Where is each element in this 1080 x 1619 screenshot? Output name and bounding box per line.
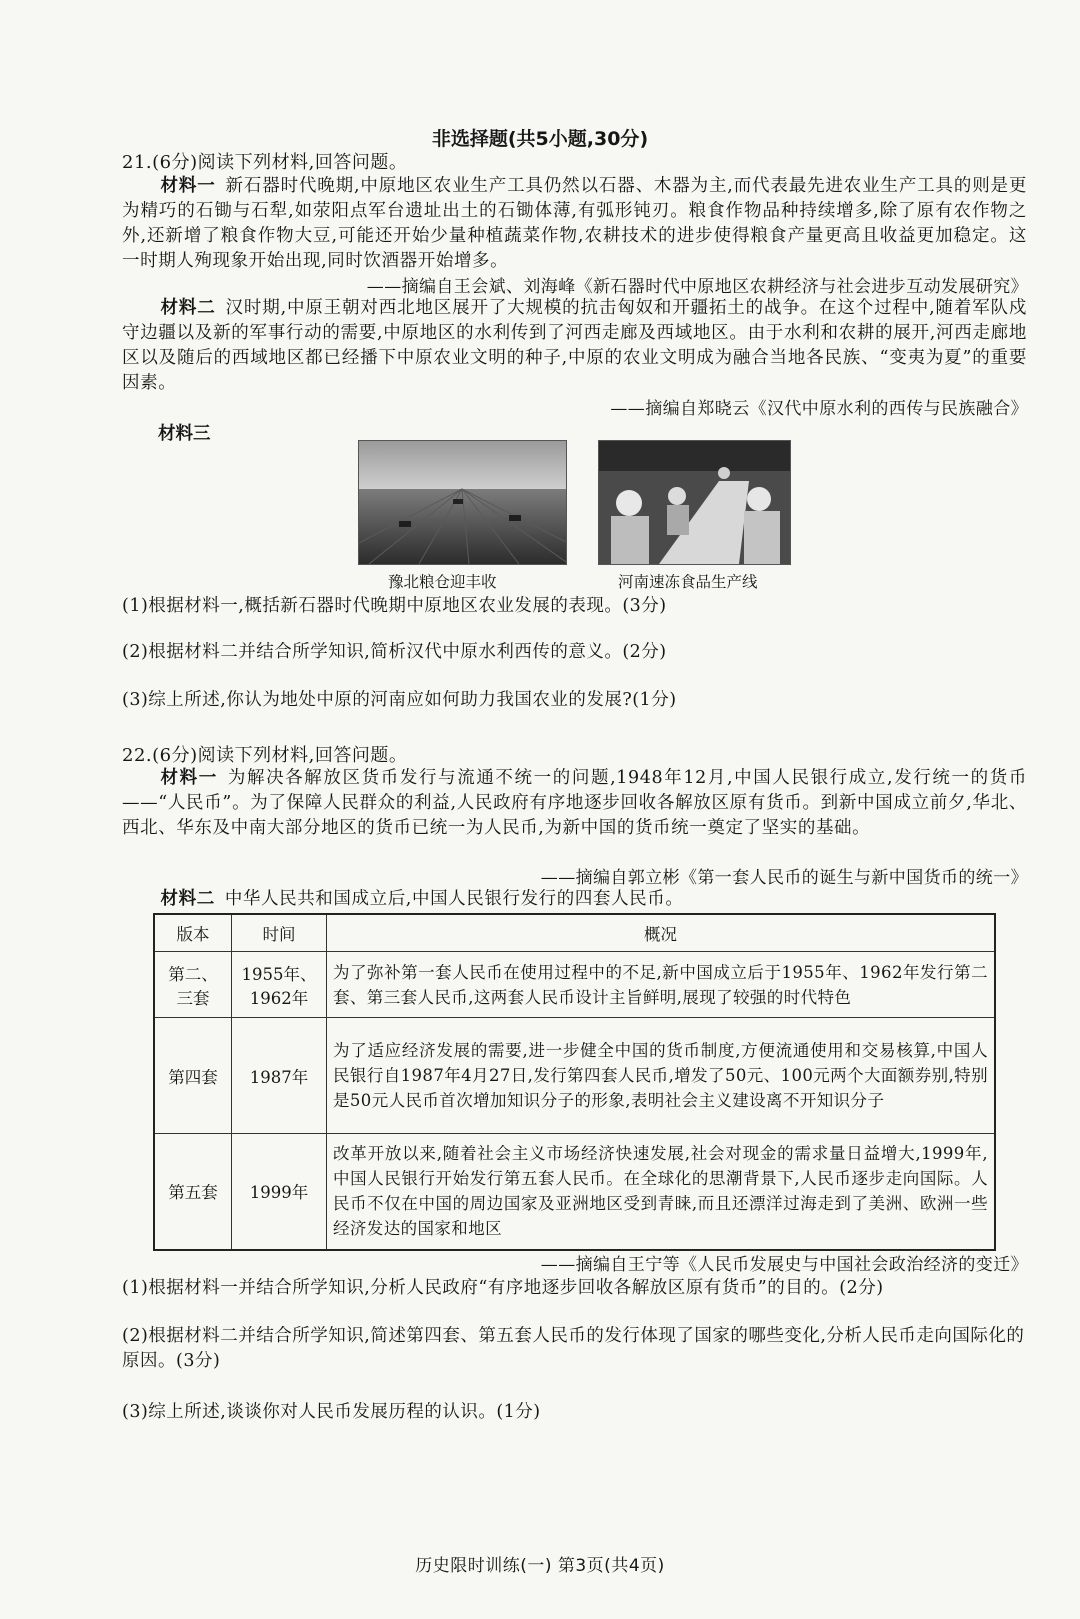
q21-material-3-label: 材料三 — [158, 424, 211, 444]
table-header-row — [154, 914, 995, 952]
table-cell-time: 1987年 — [232, 1018, 327, 1134]
question-21-heading: 21.(6分)阅读下列材料,回答问题。 — [122, 152, 408, 173]
table-header: 概况 — [327, 914, 996, 952]
q21-material-1-source: ——摘编自王会斌、刘海峰《新石器时代中原地区农耕经济与社会进步互动发展研究》 — [366, 277, 1028, 297]
table-cell-edition: 第五套 — [154, 1134, 232, 1250]
table-header: 时间 — [232, 914, 327, 952]
q22-sub-question-1: (1)根据材料一并结合所学知识,分析人民政府“有序地逐步回收各解放区原有货币”的目的。(2分) — [122, 1278, 884, 1298]
granary-harvest-photo — [358, 440, 567, 565]
table-cell-time: 1999年 — [232, 1134, 327, 1250]
factory-image — [599, 441, 790, 564]
material-label: 材料一 — [160, 176, 216, 196]
frozen-food-line-photo — [598, 440, 791, 565]
material-text: 中华人民共和国成立后,中国人民银行发行的四套人民币。 — [224, 889, 684, 909]
table-cell-edition: 第二、三套 — [154, 952, 232, 1018]
material-text: 为解决各解放区货币发行与流通不统一的问题,1948年12月,中国人民银行成立,发行统一的货币——“人民币”。为了保障人民群众的利益,人民政府有序地逐步回收各解放区原有货币。到新中国成立前夕,华北、西北、华东及中南大部分地区的货币已统一为人民币,为新中国的货币统一奠定了坚实的基础。 — [122, 768, 1027, 838]
material-text: 汉时期,中原王朝对西北地区展开了大规模的抗击匈奴和开疆拓土的战争。在这个过程中,随着军队戍守边疆以及新的军事行动的需要,中原地区的水利传到了河西走廊及西域地区。由于水利和农耕的展开,河西走廊地区以及随后的西域地区都已经播下中原农业文明的种子,中原的农业文明成为融合当地各民族、“变夷为夏”的重要因素。 — [122, 298, 1027, 393]
q21-sub-question-1: (1)根据材料一,概括新石器时代晚期中原地区农业发展的表现。(3分) — [122, 596, 667, 616]
q21-sub-question-3: (3)综上所述,你认为地处中原的河南应如何助力我国农业的发展?(1分) — [122, 690, 677, 710]
page-footer: 历史限时训练(一) 第3页(共4页) — [415, 1556, 665, 1576]
q21-material-2-source: ——摘编自郑晓云《汉代中原水利的西传与民族融合》 — [610, 399, 1028, 419]
section-title: 非选择题(共5小题,30分) — [431, 128, 649, 150]
q22-sub-question-2: (2)根据材料二并结合所学知识,简述第四套、第五套人民币的发行体现了国家的哪些变化,分析人民币走向国际化的原因。(3分) — [122, 1326, 1025, 1371]
material-label: 材料二 — [160, 889, 215, 909]
table-row — [154, 952, 995, 1018]
photo-caption-2: 河南速冻食品生产线 — [618, 573, 758, 591]
material-label: 材料一 — [160, 768, 218, 788]
table-header: 版本 — [154, 914, 232, 952]
table-row — [154, 1018, 995, 1134]
q22-material-2-source: ——摘编自王宁等《人民币发展史与中国社会政治经济的变迁》 — [540, 1255, 1028, 1275]
field-image — [359, 441, 566, 564]
table-cell-desc: 为了弥补第一套人民币在使用过程中的不足,新中国成立后于1955年、1962年发行第二套、第三套人民币,这两套人民币设计主旨鲜明,展现了较强的时代特色 — [327, 952, 996, 1018]
q22-material-1 — [122, 766, 1027, 841]
q21-material-1 — [122, 174, 1027, 274]
table-cell-time: 1955年、1962年 — [232, 952, 327, 1018]
rmb-editions-table — [153, 913, 996, 1251]
question-22-heading: 22.(6分)阅读下列材料,回答问题。 — [122, 745, 408, 766]
q22-sub-question-3: (3)综上所述,谈谈你对人民币发展历程的认识。(1分) — [122, 1402, 541, 1422]
q21-sub-question-2: (2)根据材料二并结合所学知识,简析汉代中原水利西传的意义。(2分) — [122, 642, 667, 662]
table-cell-desc: 改革开放以来,随着社会主义市场经济快速发展,社会对现金的需求量日益增大,1999年,中国人民银行开始发行第五套人民币。在全球化的思潮背景下,人民币逐步走向国际。人民币不仅在中国的周边国家及亚洲地区受到青睐,而且还漂洋过海走到了美洲、欧洲一些经济发达的国家和地区 — [327, 1134, 996, 1250]
table-cell-edition: 第四套 — [154, 1018, 232, 1134]
q22-material-2 — [122, 887, 1027, 912]
q21-material-2 — [122, 296, 1027, 396]
photo-caption-1: 豫北粮仓迎丰收 — [388, 573, 497, 591]
material-text: 新石器时代晚期,中原地区农业生产工具仍然以石器、木器为主,而代表最先进农业生产工具的则是更为精巧的石锄与石犁,如荥阳点军台遗址出土的石锄体薄,有弧形钝刃。粮食作物品种持续增多,除了原有农作物之外,还新增了粮食作物大豆,可能还开始少量种植蔬菜作物,农耕技术的进步使得粮食产量更高且收益更加稳定。这一时期人殉现象开始出现,同时饮酒器开始增多。 — [122, 176, 1027, 271]
material-label: 材料二 — [160, 298, 216, 318]
q22-material-1-source: ——摘编自郭立彬《第一套人民币的诞生与新中国货币的统一》 — [540, 868, 1028, 888]
table-row — [154, 1134, 995, 1250]
table-cell-desc: 为了适应经济发展的需要,进一步健全中国的货币制度,方便流通使用和交易核算,中国人民银行自1987年4月27日,发行第四套人民币,增发了50元、100元两个大面额券别,特别是50元人民币首次增加知识分子的形象,表明社会主义建设离不开知识分子 — [327, 1018, 996, 1134]
